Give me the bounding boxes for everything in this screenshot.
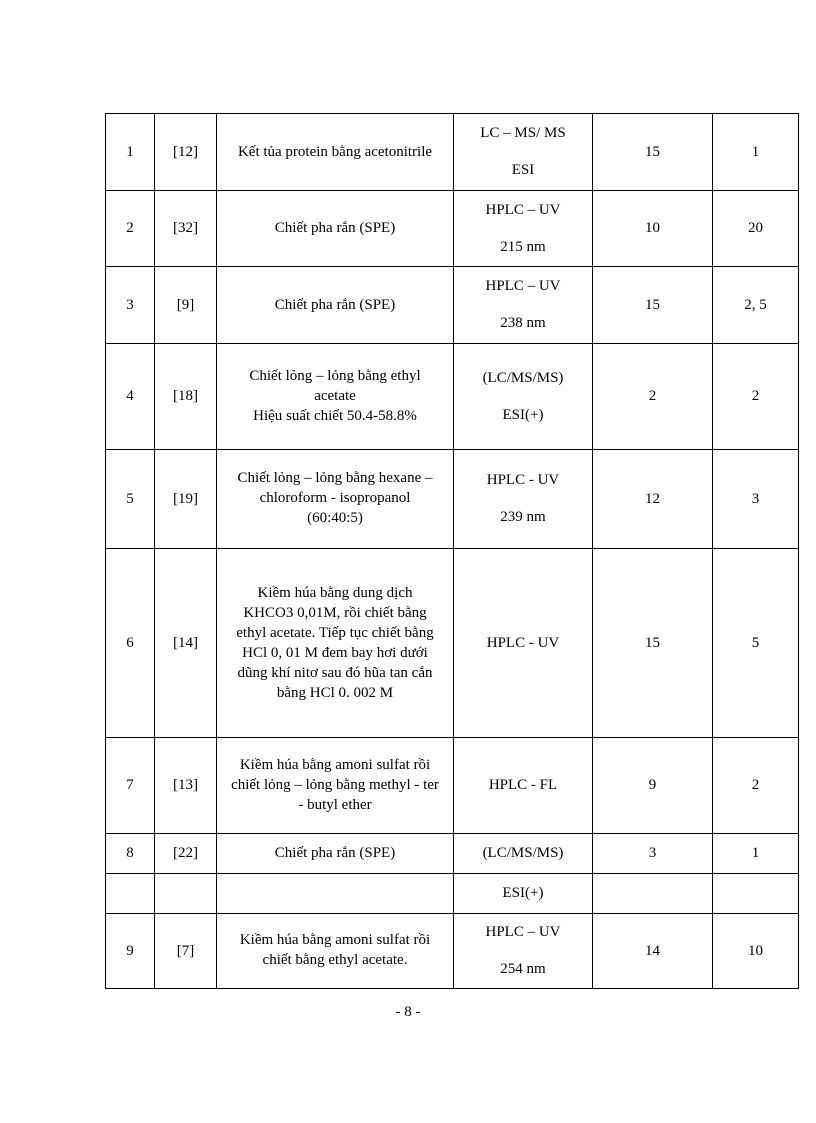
value-cell [593, 874, 713, 914]
value-cell: 14 [593, 914, 713, 989]
table-row [106, 191, 799, 267]
row-number-cell: 4 [106, 344, 155, 450]
method-cell [217, 834, 454, 874]
table-row [106, 834, 799, 874]
row-number-cell: 8 [106, 834, 155, 874]
reference-cell: [7] [155, 914, 217, 989]
value-cell: 15 [593, 114, 713, 191]
detection-cell [454, 914, 593, 989]
row-number-cell: 9 [106, 914, 155, 989]
table-row [106, 874, 799, 914]
method-line: (60:40:5) [307, 510, 363, 526]
value-cell: 2 [713, 344, 799, 450]
reference-cell: [22] [155, 834, 217, 874]
detection-line: HPLC - UV [486, 472, 560, 488]
detection-cell [454, 114, 593, 191]
method-line: bằng HCl 0. 002 M [276, 685, 394, 701]
table-row [106, 549, 799, 738]
detection-line: ESI [511, 162, 535, 178]
row-number-cell: 1 [106, 114, 155, 191]
method-line: ethyl acetate. Tiếp tục chiết bằng [236, 625, 434, 641]
method-line: Chiết lỏng – lỏng bằng hexane – [237, 470, 433, 486]
method-line: chloroform - isopropanol [259, 490, 411, 506]
table-row [106, 114, 799, 191]
method-line: Chiết pha rắn (SPE) [274, 845, 396, 861]
reference-cell: [12] [155, 114, 217, 191]
table-row [106, 267, 799, 344]
method-line: - butyl ether [298, 796, 372, 813]
value-cell [713, 874, 799, 914]
method-line: Chiết pha rắn (SPE) [274, 296, 396, 313]
table-row [106, 344, 799, 450]
table-row [106, 914, 799, 989]
detection-line: HPLC - FL [488, 777, 558, 793]
page-number: - 8 - [395, 1004, 421, 1020]
method-line: Chiết pha rắn (SPE) [274, 220, 396, 236]
detection-line: HPLC – UV [485, 924, 561, 940]
method-line: HCl 0, 01 M đem bay hơi dưới [242, 645, 428, 661]
method-line: acetate [314, 387, 356, 404]
detection-cell [454, 344, 593, 450]
detection-cell [454, 738, 593, 834]
method-line: Kiềm húa bằng amoni sulfat rồi [239, 756, 431, 773]
detection-line: ESI(+) [502, 406, 544, 423]
table-row [106, 738, 799, 834]
reference-cell: [13] [155, 738, 217, 834]
row-number-cell [106, 874, 155, 914]
reference-cell [155, 874, 217, 914]
reference-cell: [32] [155, 191, 217, 267]
value-cell: 3 [593, 834, 713, 874]
method-cell [217, 191, 454, 267]
method-line: Chiết lỏng – lỏng bằng ethyl [249, 367, 421, 384]
detection-cell [454, 834, 593, 874]
detection-line: (LC/MS/MS) [482, 369, 564, 386]
row-number-cell: 6 [106, 549, 155, 738]
value-cell: 9 [593, 738, 713, 834]
detection-line: HPLC – UV [485, 278, 561, 294]
value-cell: 10 [593, 191, 713, 267]
method-cell [217, 874, 454, 914]
reference-cell: [9] [155, 267, 217, 344]
row-number-cell: 2 [106, 191, 155, 267]
detection-cell [454, 267, 593, 344]
method-line: dũng khí nitơ sau đó hũa tan cắn [237, 665, 433, 681]
method-cell [217, 549, 454, 738]
detection-cell [454, 549, 593, 738]
value-cell: 10 [713, 914, 799, 989]
reference-cell: [14] [155, 549, 217, 738]
method-line: Kiềm húa bằng dung dịch [257, 585, 413, 601]
value-cell: 12 [593, 450, 713, 549]
method-cell [217, 344, 454, 450]
method-cell [217, 914, 454, 989]
detection-line: HPLC - UV [486, 634, 560, 651]
detection-cell [454, 450, 593, 549]
detection-cell [454, 874, 593, 914]
methods-table [105, 113, 799, 989]
value-cell: 5 [713, 549, 799, 738]
method-line: chiết bằng ethyl acetate. [262, 952, 408, 968]
value-cell: 1 [713, 114, 799, 191]
method-cell [217, 738, 454, 834]
row-number-cell: 3 [106, 267, 155, 344]
method-cell [217, 450, 454, 549]
value-cell: 2 [593, 344, 713, 450]
method-line: Kết tủa protein bằng acetonitrile [237, 143, 433, 160]
detection-line: 238 nm [500, 315, 546, 331]
method-cell [217, 267, 454, 344]
reference-cell: [19] [155, 450, 217, 549]
row-number-cell: 5 [106, 450, 155, 549]
detection-line: ESI(+) [502, 885, 544, 901]
reference-cell: [18] [155, 344, 217, 450]
method-cell [217, 114, 454, 191]
detection-cell [454, 191, 593, 267]
detection-line: 254 nm [500, 961, 546, 977]
method-line: Kiềm húa bằng amoni sulfat rồi [239, 932, 431, 948]
method-line: KHCO3 0,01M, rồi chiết bằng [243, 605, 427, 621]
table-row [106, 450, 799, 549]
value-cell: 20 [713, 191, 799, 267]
row-number-cell: 7 [106, 738, 155, 834]
value-cell: 2, 5 [713, 267, 799, 344]
method-line: chiết lỏng – lỏng bằng methyl - ter [231, 776, 439, 793]
detection-line: (LC/MS/MS) [482, 845, 564, 861]
detection-line: LC – MS/ MS [480, 125, 566, 141]
method-line: Hiệu suất chiết 50.4-58.8% [253, 407, 417, 424]
detection-line: 215 nm [500, 238, 546, 255]
value-cell: 15 [593, 549, 713, 738]
value-cell: 3 [713, 450, 799, 549]
detection-line: 239 nm [500, 509, 546, 525]
value-cell: 1 [713, 834, 799, 874]
value-cell: 2 [713, 738, 799, 834]
value-cell: 15 [593, 267, 713, 344]
detection-line: HPLC – UV [485, 201, 561, 218]
table-body [106, 114, 799, 989]
